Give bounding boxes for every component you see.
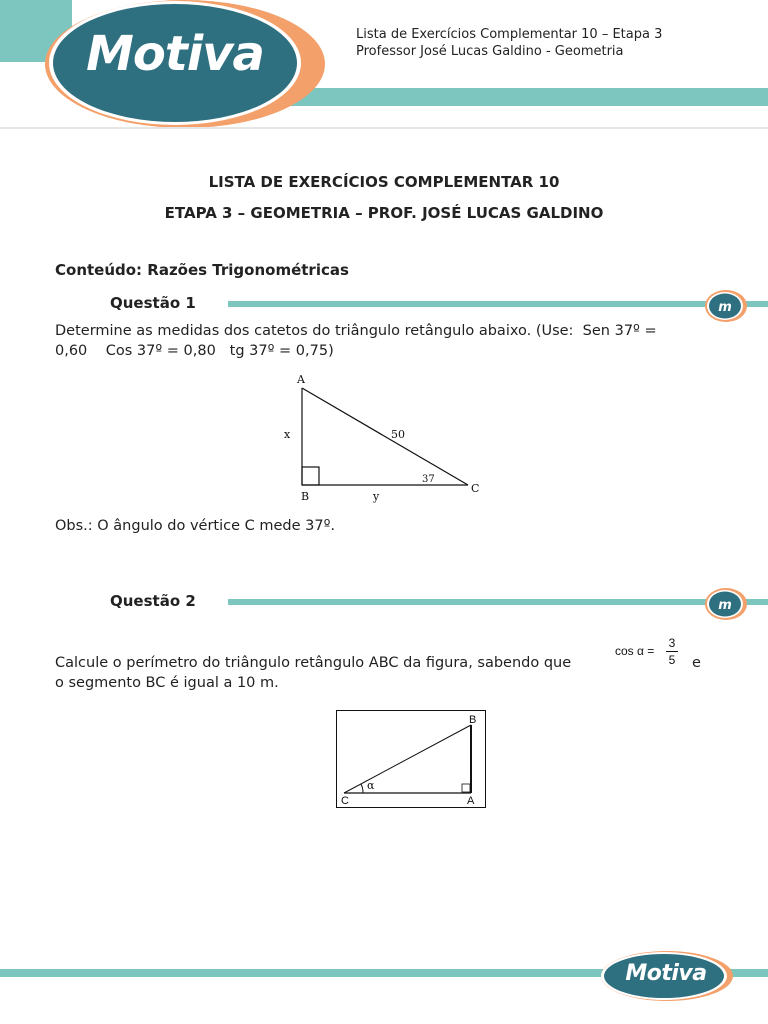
question-2-text-line-1: Calcule o perímetro do triângulo retângulo ABC da figura, sabendo que <box>55 655 572 671</box>
vertex-a-label: A <box>467 795 475 807</box>
vertex-c-label: C <box>471 482 480 495</box>
hypotenuse-label: 50 <box>391 428 405 441</box>
question-2-text-e: e <box>692 655 701 671</box>
side-y-label: y <box>373 490 380 503</box>
question-2-label: Questão 2 <box>110 592 196 610</box>
header-right-bar <box>290 88 768 106</box>
header-line-1: Lista de Exercícios Complementar 10 – Etapa 3 <box>356 27 663 42</box>
formula-denominator: 5 <box>668 653 676 667</box>
document-title: LISTA DE EXERCÍCIOS COMPLEMENTAR 10 <box>208 173 560 191</box>
question-1-text-line-1: Determine as medidas dos catetos do triângulo retângulo abaixo. (Use: Sen 37º = <box>55 323 657 339</box>
vertex-c-label: C <box>341 795 349 807</box>
question-1-triangle-figure <box>280 370 500 505</box>
question-1-text-line-2: 0,60 Cos 37º = 0,80 tg 37º = 0,75) <box>55 343 334 359</box>
formula-lhs: cos α = <box>615 644 655 658</box>
question-2-bar <box>228 599 706 605</box>
question-1-observation: Obs.: O ângulo do vértice C mede 37º. <box>55 518 336 534</box>
motiva-badge-icon <box>704 587 748 621</box>
angle-alpha-label: α <box>367 779 375 792</box>
svg-text:m: m <box>718 598 732 613</box>
vertex-a-label: A <box>297 373 305 386</box>
question-2-text-line-2: o segmento BC é igual a 10 m. <box>55 675 279 691</box>
header-logo: Motiva <box>86 26 264 82</box>
motiva-badge-icon <box>704 289 748 323</box>
content-label: Conteúdo: Razões Trigonométricas <box>55 261 349 279</box>
question-1-bar <box>228 301 706 307</box>
footer-logo-text: Motiva <box>625 961 707 986</box>
document-subtitle: ETAPA 3 – GEOMETRIA – PROF. JOSÉ LUCAS GALDINO <box>164 204 604 222</box>
vertex-b-label: B <box>469 714 477 726</box>
question-1-label: Questão 1 <box>110 294 196 312</box>
question-2-triangle-figure <box>336 710 486 809</box>
header-divider <box>0 127 768 129</box>
header-line-2: Professor José Lucas Galdino - Geometria <box>356 44 624 59</box>
formula-numerator: 3 <box>668 636 676 650</box>
svg-text:m: m <box>718 300 732 315</box>
side-x-label: x <box>284 428 291 441</box>
angle-37-label: 37 <box>422 474 435 485</box>
vertex-b-label: B <box>301 490 310 503</box>
